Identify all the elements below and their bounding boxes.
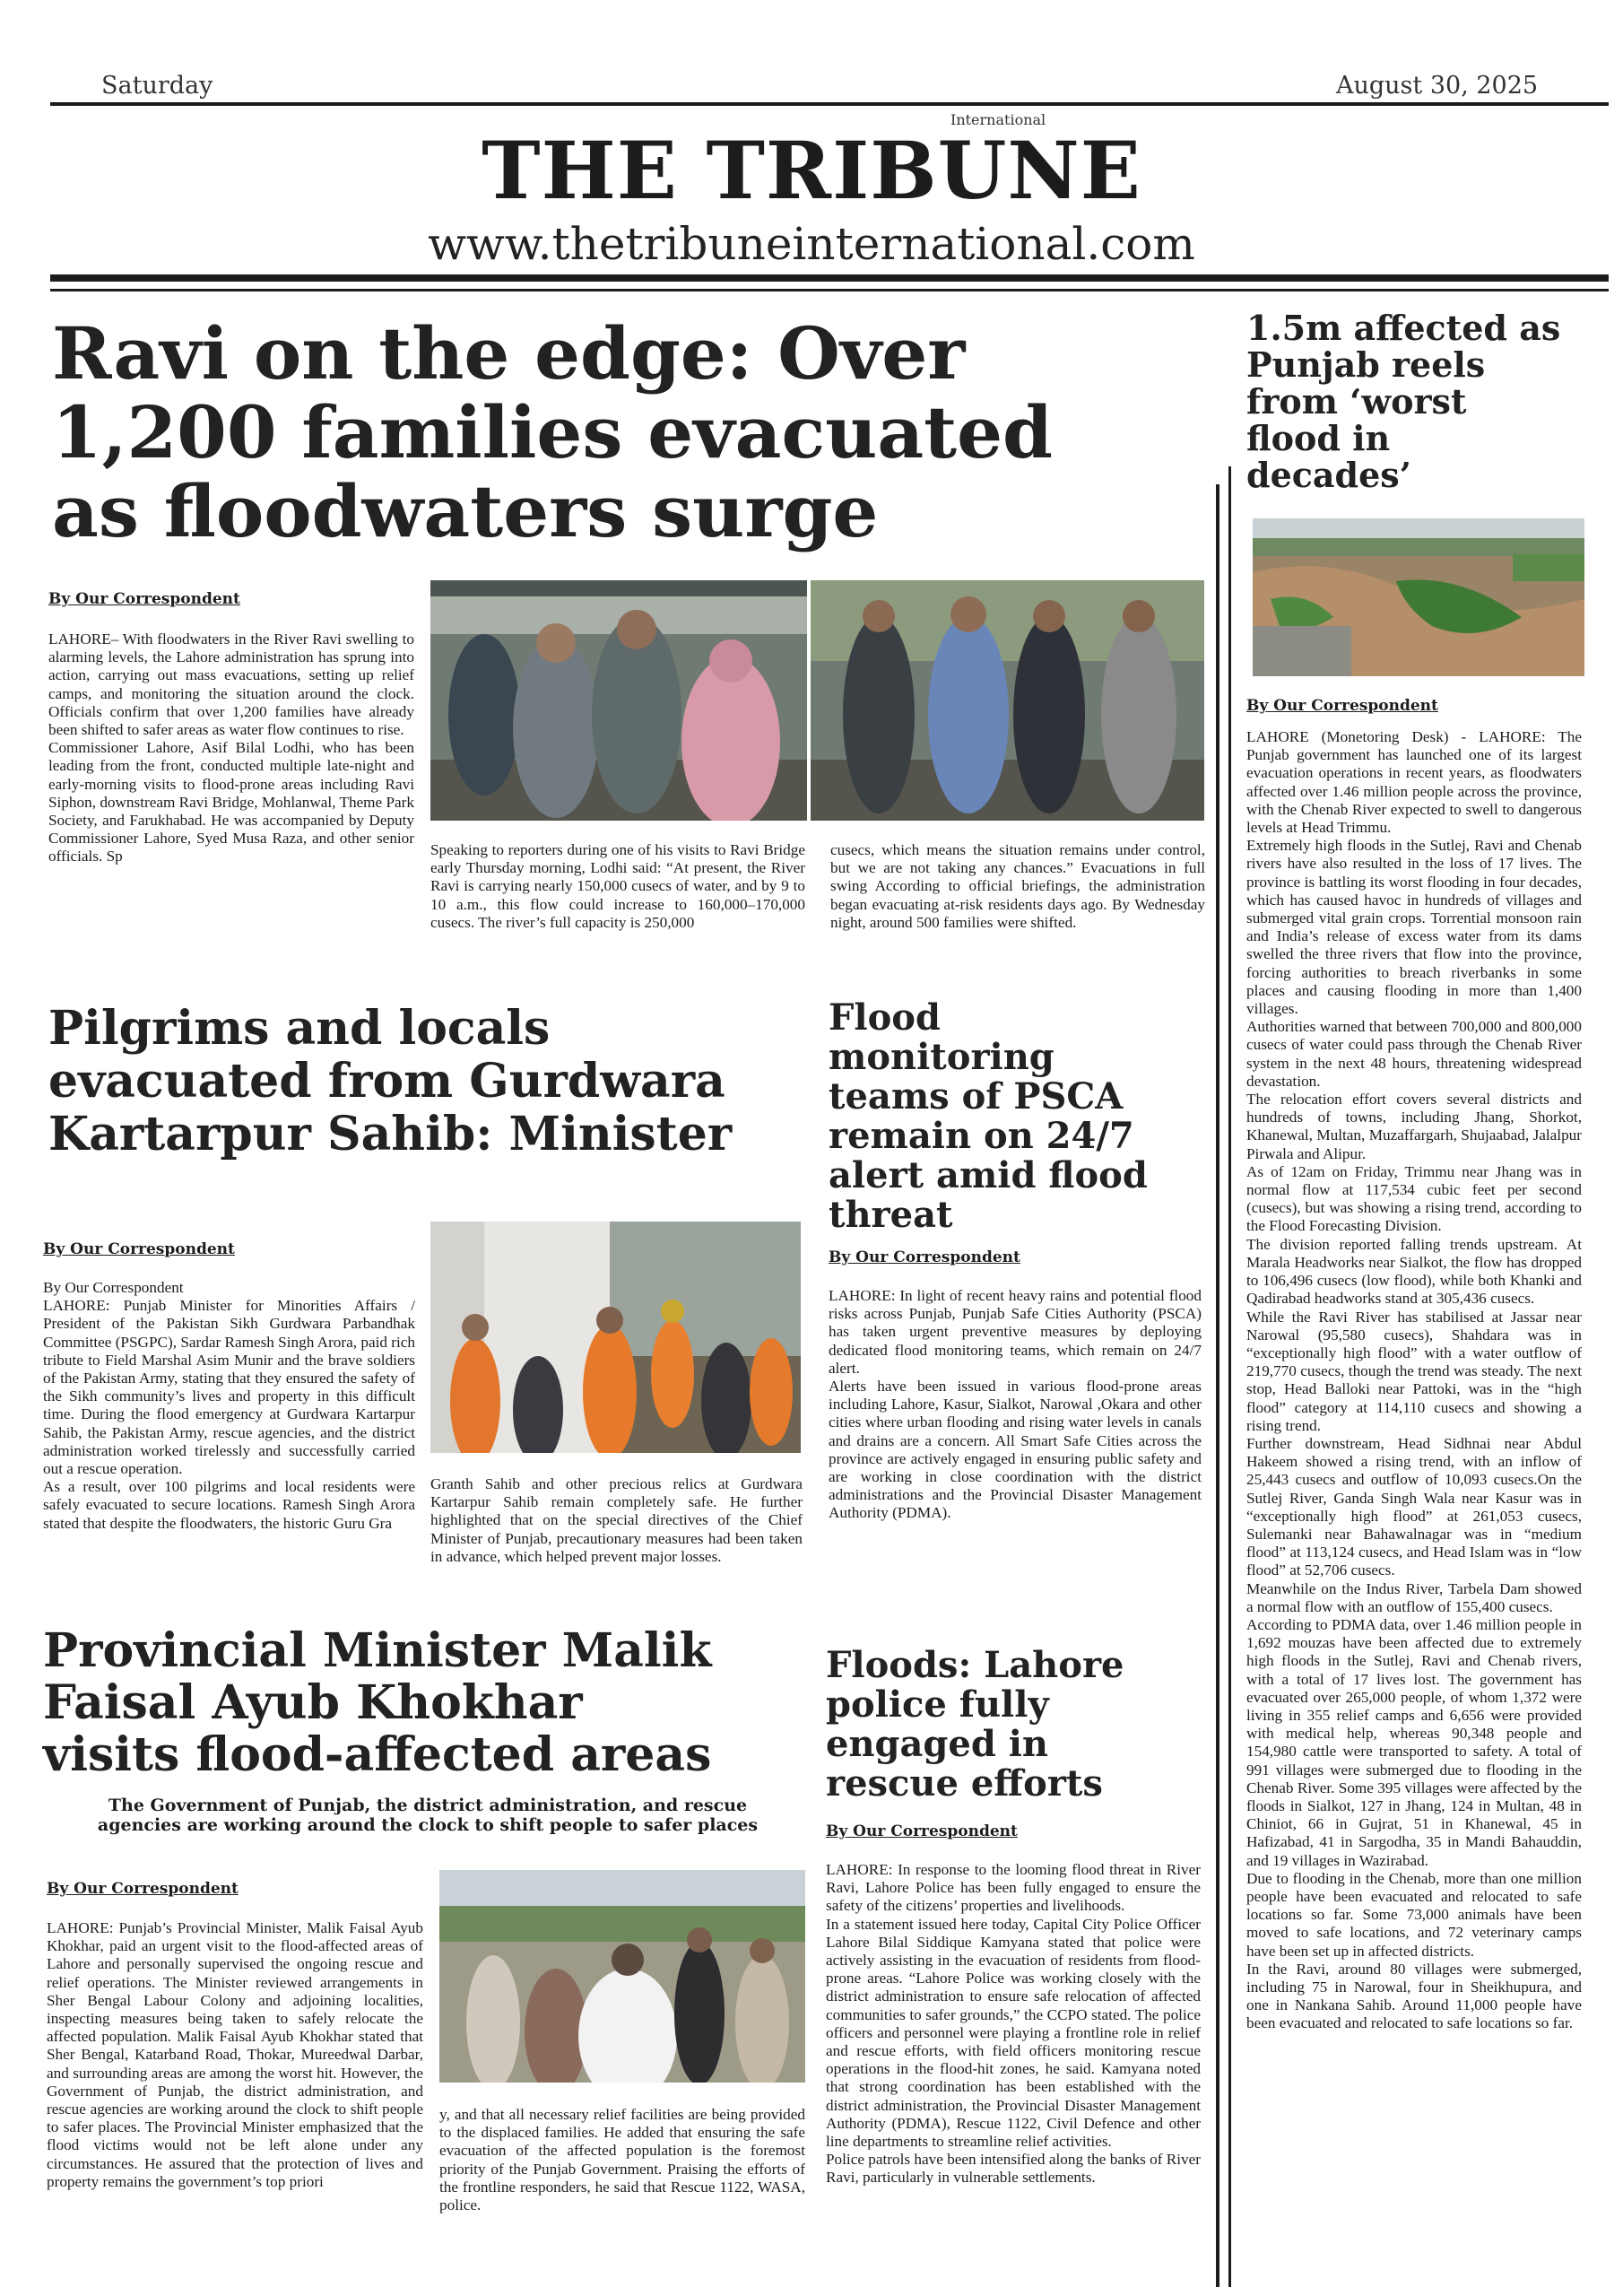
ravi-col2: Speaking to reporters during one of his visits to Ravi Bridge early Thursday morning, Lodhi said: “At present, the River Ravi is carrying nearly 150,000 cusecs of water, and by 9 to 10 a.m., this flow could increase to 160,000–170,000 cusecs. The river’s full capacity is 250,000 xyxy=(430,841,805,931)
paragraph: LAHORE: In light of recent heavy rains and potential flood risks across Punjab, Punjab Safe Cities Authority (PSCA) has taken urgent preventive measures by deploying dedicated flood monitoring teams, which remain on 24/7 alert. xyxy=(829,1287,1202,1377)
paragraph: By Our Correspondent xyxy=(43,1279,184,1296)
byline-kartarpur: By Our Correspondent xyxy=(43,1240,235,1258)
paragraph: LAHORE: In response to the looming flood threat in River Ravi, Lahore Police has been fully engaged to ensure the safety of the citizens’ properties and livelihoods. xyxy=(826,1861,1201,1915)
kartarpur-col1 xyxy=(43,1279,415,1533)
headline-line: remain on 24/7 xyxy=(829,1115,1134,1157)
paragraph: Commissioner Lahore, Asif Bilal Lodhi, who has been leading from the front, conducted multiple late-night and early-morning visits to flood-prone areas including Ravi Siphon, downstream Ravi Bridge, Mohlanwal, Theme Park Society, and Farukhabad. He was accompanied by Deputy Commissioner Lahore, Syed Musa Raza, and other senior officials. Sp xyxy=(48,739,414,865)
column-divider-inner xyxy=(1228,466,1231,2287)
paragraph: As a result, over 100 pilgrims and local residents were safely evacuated to secure locations. Ramesh Singh Arora stated that despite the floodwaters, the historic Guru Gra xyxy=(43,1478,415,1532)
headline-police xyxy=(826,1646,1124,1804)
punjab-body xyxy=(1246,728,1582,2033)
byline-police: By Our Correspondent xyxy=(826,1822,1018,1840)
headline-line: rescue efforts xyxy=(826,1762,1103,1805)
subhead-line: The Government of Punjab, the district administration, and rescue xyxy=(108,1796,748,1815)
headline-line: police fully xyxy=(826,1683,1049,1726)
byline-psca: By Our Correspondent xyxy=(829,1248,1020,1266)
headline-khokhar xyxy=(43,1625,711,1781)
photo-kartarpur-rescue xyxy=(430,1222,801,1453)
headline-line: 1,200 families evacuated xyxy=(52,390,1053,474)
paragraph: Alerts have been issued in various flood-prone areas including Lahore, Kasur, Sialkot, Narowal ,Okara and other cities where urban flooding and rising water levels in canals and drains are a concern. All Smart Safe Cities across the province are actively engaged in ensuring public safety and are working in close coordination with the district administrations and the Provincial Disaster Management Authority (PDMA). xyxy=(829,1378,1202,1522)
ravi-col3: cusecs, which means the situation remains under control, but we are not taking any chances.” Evacuations in full swing According to official briefings, the administration began evacuating at-risk residents days ago. By Wednesday night, around 500 families were shifted. xyxy=(830,841,1205,931)
headline-kartarpur xyxy=(48,1002,732,1161)
masthead-rule-thick xyxy=(50,274,1609,282)
column-divider-outer xyxy=(1216,484,1219,2287)
headline-line: visits flood-affected areas xyxy=(43,1727,712,1782)
headline-line: as floodwaters surge xyxy=(52,469,879,553)
headline-line: Kartarpur Sahib: Minister xyxy=(48,1107,733,1161)
byline-punjab: By Our Correspondent xyxy=(1246,697,1438,715)
paragraph: According to PDMA data, over 1.46 million people in 1,692 mouzas have been affected due to extremely high floods in the Sutlej, Ravi and Chenab rivers, with a total of 17 lives lost. The government has evacuated over 265,000 people, of whom 1,372 were living in 355 relief camps and 6,656 were provided with medical help, whereas 90,348 people and 154,980 cattle were transported to safety. A total of 991 villages were submerged due to flooding in the Chenab River. Some 395 villages were affected by the floods in Sialkot, 127 in Jhang, 124 in Multan, 48 in Chiniot, 66 in Gujrat, 51 in Khanewal, 45 in Hafizabad, 41 in Sargodha, 35 in Mandi Bahauddin, and 19 villages in Wazirabad. xyxy=(1246,1615,1582,1869)
headline-line: Flood xyxy=(829,996,941,1039)
byline-khokhar: By Our Correspondent xyxy=(47,1880,239,1898)
masthead-title: THE TRIBUNE xyxy=(482,124,1141,217)
ravi-col1 xyxy=(48,631,414,866)
paragraph: Authorities warned that between 700,000 and 800,000 cusecs of water could pass through the Chenab River system in the next 48 hours, threatening widespread devastation. xyxy=(1246,1018,1582,1090)
header-date: August 30, 2025 xyxy=(1336,72,1539,100)
paragraph: LAHORE– With floodwaters in the River Ravi swelling to alarming levels, the Lahore administration has sprung into action, carrying out mass evacuations, setting up relief camps, and monitoring the situation around the clock. Officials confirm that over 1,200 families have already been shifted to safer areas as water flow continues to rise. xyxy=(48,631,414,739)
paragraph: In the Ravi, around 80 villages were submerged, including 75 in Narowal, four in Sheikhupura, and one in Nankana Sahib. Around 11,000 people have been evacuated and relocated to safe locations so far. xyxy=(1246,1960,1582,2032)
byline-ravi: By Our Correspondent xyxy=(48,590,240,608)
paragraph: The relocation effort covers several districts and hundreds of towns, including Jhang, Shorkot, Khanewal, Multan, Muzaffargarh, Shujaabad, Jalalpur Pirwala and Alipur. xyxy=(1246,1091,1582,1162)
paragraph: Extremely high floods in the Sutlej, Ravi and Chenab rivers have also resulted in the loss of 17 lives. The province is battling its worst flooding in four decades, which has caused havoc in hundreds of villages and submerged vital grain crops. Torrential monsoon rain and India’s release of excess water from its dams swelled the three rivers that flow into the province, forcing authorities to breach riverbanks in some places and causing flooding in more than 1,400 villages. xyxy=(1246,837,1582,1018)
paragraph: LAHORE (Monetoring Desk) - LAHORE: The Punjab government has launched one of its largest evacuation operations in recent years, as floodwaters affected over 1.46 million people across the province, with the Chenab River expected to swell to dangerous levels at Head Trimmu. xyxy=(1246,728,1582,837)
headline-line: monitoring xyxy=(829,1036,1055,1078)
headline-line: from ‘worst xyxy=(1246,381,1467,422)
headline-line: decades’ xyxy=(1246,455,1411,495)
khokhar-col2: y, and that all necessary relief facilities are being provided to the displaced families. He added that ensuring the safe evacuation of the affected population is the foremost priority of the Punjab Government. Praising the efforts of the frontline responders, he said that Rescue 1122, WASA, police. xyxy=(439,2106,805,2214)
photo-punjab-aerial-flood xyxy=(1253,518,1584,676)
headline-line: 1.5m affected as xyxy=(1246,308,1561,348)
headline-line: Faisal Ayub Khokhar xyxy=(43,1675,583,1730)
kartarpur-col2: Granth Sahib and other precious relics at Gurdwara Kartarpur Sahib remain completely safe. He further highlighted that on the special directives of the Chief Minister of Punjab, precautionary measures had been taken in advance, which helped prevent major losses. xyxy=(430,1475,803,1565)
headline-line: teams of PSCA xyxy=(829,1075,1124,1118)
headline-line: Pilgrims and locals xyxy=(48,1001,551,1056)
paragraph: The division reported falling trends upstream. At Marala Headworks near Sialkot, the flow has dropped to 106,496 cusecs (low flood), while both Khanki and Qadirabad headworks stand at 305,436 cusecs. xyxy=(1246,1235,1582,1308)
paragraph: While the Ravi River has stabilised at Jassar near Narowal (95,580 cusecs), Shahdara was in “exceptionally high flood” with a water outflow of 219,770 cusecs, though the trend was steady. The next stop, Head Balloki near Pattoki, was in the “high flood” category at 114,110 cusecs and showing a rising trend. xyxy=(1246,1308,1582,1434)
paragraph: Further downstream, Head Sidhnai near Abdul Hakeem showed a rising trend, with an inflow of 25,443 cusecs and outflow of 10,093 cusecs.On the Sutlej River, Ganda Singh Wala near Kasur was in “exceptionally high flood” at 261,053 cusecs, Sulemanki near Bahawalnagar was in “medium flood” at 113,124 cusecs, and Head Islam was in “low flood” at 52,706 cusecs. xyxy=(1246,1434,1582,1579)
masthead-rule-thin xyxy=(50,289,1609,291)
headline-line: flood in xyxy=(1246,418,1391,458)
photo-khokhar-visit xyxy=(439,1870,805,2083)
paragraph: Meanwhile on the Indus River, Tarbela Dam showed a normal flow with an outflow of 155,400 cusecs. xyxy=(1246,1579,1582,1615)
headline-line: engaged in xyxy=(826,1723,1049,1765)
headline-line: Ravi on the edge: Over xyxy=(52,311,966,396)
paragraph: Due to flooding in the Chenab, more than one million people have been evacuated and relocated to safe locations so far. Some 73,000 animals have been moved to safe locations, and 72 veterinary camps have been set up in affected districts. xyxy=(1246,1869,1582,1960)
paragraph: In a statement issued here today, Capital City Police Officer Lahore Bilal Siddique Kamyana stated that police were actively assisting in the evacuation of residents from flood-prone areas. “Lahore Police was working closely with the district administration to ensure safe relocation of affected communities to safer grounds,” the CCPO stated. The police officers and personnel were playing a frontline role in relief and rescue efforts, with field officers monitoring rescue operations in the flood-hit zones, he said. Kamyana noted that strong coordination has been established with the district administration, the Provincial Disaster Management Authority (PDMA), Rescue 1122, Civil Defence and other line departments to streamline relief activities. xyxy=(826,1915,1201,2151)
header-day: Saturday xyxy=(101,72,213,100)
psca-body xyxy=(829,1287,1202,1523)
headline-line: Provincial Minister Malik xyxy=(43,1623,712,1678)
paragraph: Police patrols have been intensified along the banks of River Ravi, particularly in vulnerable settlements. xyxy=(826,2151,1201,2187)
masthead-website: www.thetribuneinternational.com xyxy=(428,218,1195,270)
headline-line: Punjab reels xyxy=(1246,344,1486,385)
top-rule xyxy=(50,102,1609,106)
headline-psca xyxy=(829,998,1148,1235)
photo-ravi-officials xyxy=(430,580,1204,821)
paragraph: LAHORE: Punjab Minister for Minorities Affairs / President of the Pakistan Sikh Gurdwara Parbandhak Committee (PSGPC), Sardar Ramesh Singh Arora, paid rich tribute to Field Marshal Asim Munir and the brave soldiers of the Pakistan Army, stating that they ensured the safety of the Sikh community’s lives and property in this difficult time. During the flood emergency at Gurdwara Kartarpur Sahib, the Pakistan Army, rescue agencies, and the district administration worked tirelessly and successfully carried out a rescue operation. xyxy=(43,1297,415,1478)
subhead-line: agencies are working around the clock to shift people to safer places xyxy=(97,1815,759,1835)
headline-line: alert amid flood xyxy=(829,1154,1148,1196)
headline-line: evacuated from Gurdwara xyxy=(48,1054,725,1109)
police-body xyxy=(826,1861,1201,2187)
headline-line: Floods: Lahore xyxy=(826,1644,1124,1686)
edition-label: International xyxy=(950,111,1046,128)
paragraph: As of 12am on Friday, Trimmu near Jhang was in normal flow at 117,534 cubic feet per second (cusecs), but was showing a rising trend, according to the Flood Forecasting Division. xyxy=(1246,1162,1582,1235)
headline-punjab xyxy=(1246,309,1560,493)
subhead-khokhar xyxy=(47,1796,809,1835)
headline-line: threat xyxy=(829,1194,953,1236)
headline-ravi xyxy=(52,311,1053,553)
khokhar-col1: LAHORE: Punjab’s Provincial Minister, Malik Faisal Ayub Khokhar, paid an urgent visit to the flood-affected areas of Lahore and personally supervised the ongoing rescue and relief operations. The Minister reviewed arrangements in Sher Bengal Labour Colony and adjoining localities, inspecting measures being taken to safely relocate the affected population. Malik Faisal Ayub Khokhar stated that Sher Bengal, Katarband Road, Thokar, Mureedwal Darbar, and surrounding areas are among the worst hit. However, the Government of Punjab, the district administration, and rescue agencies are working around the clock to shift people to safer places. The Provincial Minister emphasized that the flood victims would not be left alone under any circumstances. He assured that the protection of lives and property remains the government’s top priori xyxy=(47,1919,423,2190)
